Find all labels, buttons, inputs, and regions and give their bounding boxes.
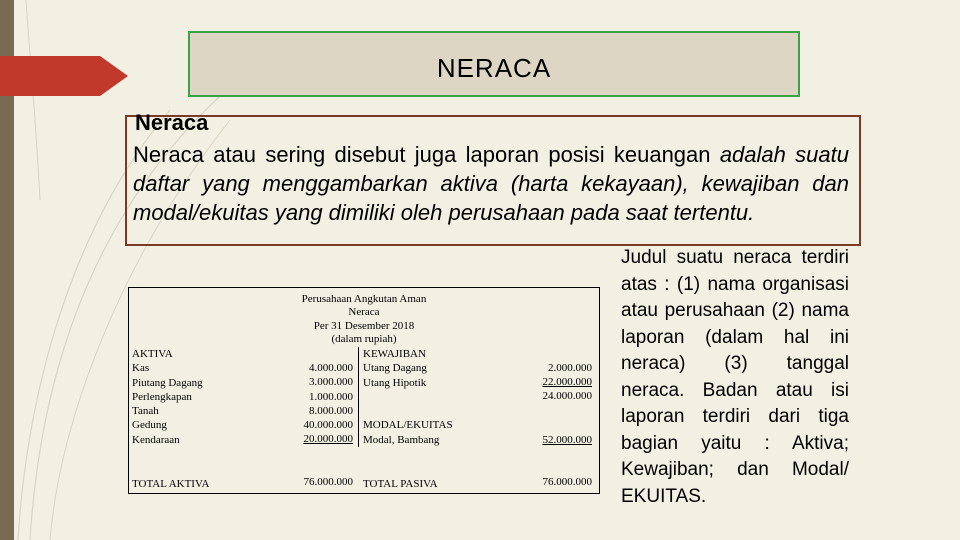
liability-label: Utang Hipotik	[363, 376, 427, 389]
liabilities-total: 24.000.000	[542, 390, 592, 402]
arrow-shape	[0, 56, 128, 96]
total-assets-amount: 76.000.000	[303, 476, 353, 488]
asset-amount: 4.000.000	[309, 362, 353, 374]
asset-label: Perlengkapan	[132, 390, 192, 403]
asset-label: Kas	[132, 362, 150, 375]
sheet-unit: (dalam rupiah)	[331, 333, 397, 345]
assets-amount-column	[304, 361, 354, 447]
definition-heading: Neraca	[135, 110, 209, 135]
balance-sheet	[128, 287, 600, 494]
definition-text	[133, 140, 849, 227]
asset-label: Piutang Dagang	[132, 376, 203, 389]
asset-amount: 40.000.000	[303, 419, 353, 432]
liability-amount: 22.000.000	[542, 376, 592, 388]
definition-plain: Neraca atau sering disebut juga laporan posisi keuangan	[133, 142, 720, 167]
liability-amount: 2.000.000	[548, 362, 592, 374]
sheet-report-name: Neraca	[348, 306, 380, 318]
column-divider	[358, 347, 359, 447]
asset-amount: 3.000.000	[309, 376, 353, 389]
liabilities-header: KEWAJIBAN	[363, 348, 426, 360]
liability-label: Utang Dagang	[363, 362, 427, 375]
definition-italic: adalah suatu daftar yang menggambarkan aktiva (harta kekayaan), kewajiban dan modal/ekuitas yang dimiliki oleh perusahaan pada saat tertentu.	[133, 142, 849, 225]
asset-label: Tanah	[132, 405, 159, 418]
asset-label: Kendaraan	[132, 433, 180, 446]
side-explanation: Judul suatu neraca terdiri atas : (1) nama organisasi atau perusahaan (2) nama laporan (dalam hal ini neraca) (3) tanggal neraca. Badan atau isi laporan terdiri dari tiga bagian yaitu : Aktiva; Kewajiban; dan Modal/ EKUITAS.	[621, 247, 849, 507]
equity-label: Modal, Bambang	[363, 433, 440, 446]
assets-header: AKTIVA	[132, 348, 173, 360]
slide-title-box	[188, 31, 800, 97]
asset-amount: 8.000.000	[309, 404, 353, 417]
asset-label: Gedung	[132, 419, 167, 432]
slide-title: NERACA	[436, 53, 552, 83]
assets-column	[132, 347, 203, 447]
liabilities-column	[363, 347, 453, 447]
sheet-company: Perusahaan Angkutan Aman	[301, 293, 427, 305]
total-pasiva-label: TOTAL PASIVA	[363, 478, 438, 490]
asset-amount: 20.000.000	[303, 433, 353, 446]
total-pasiva-amount: 76.000.000	[542, 476, 592, 488]
total-assets-label: TOTAL AKTIVA	[132, 478, 210, 490]
sheet-date: Per 31 Desember 2018	[313, 320, 415, 332]
asset-amount: 1.000.000	[309, 390, 353, 403]
equity-amount: 52.000.000	[542, 434, 592, 446]
equity-header: MODAL/EKUITAS	[363, 419, 453, 432]
